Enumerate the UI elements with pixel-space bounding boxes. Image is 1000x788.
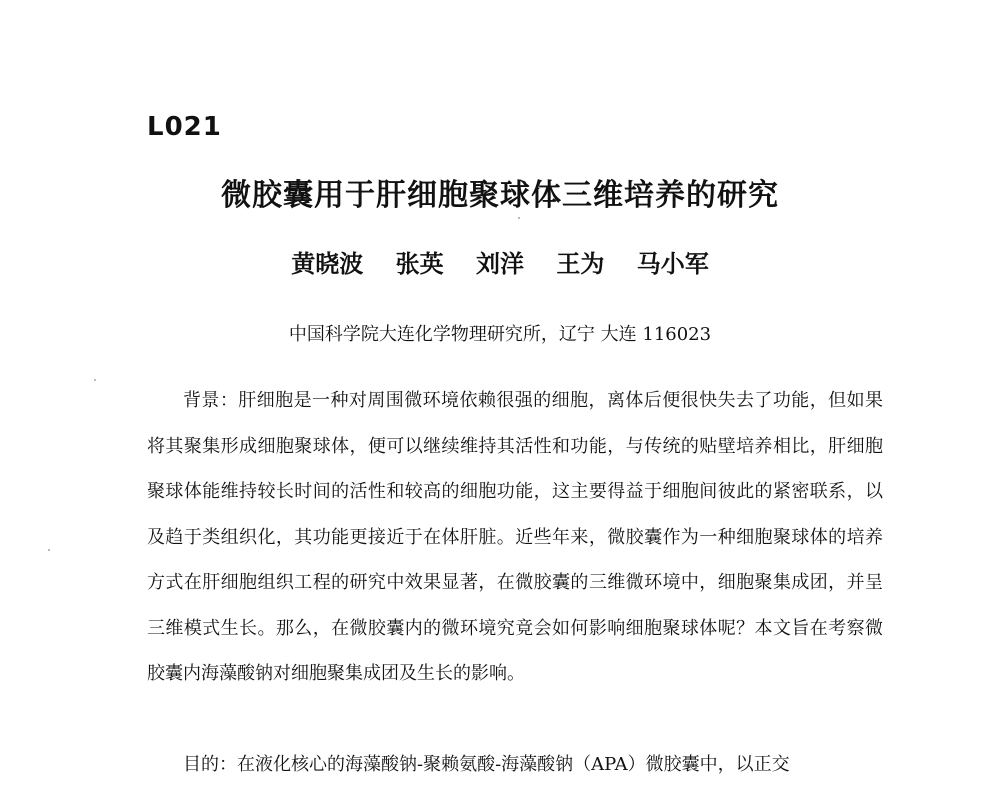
paper-id: L021 xyxy=(147,112,222,142)
scan-artifact xyxy=(518,217,520,219)
paper-title: 微胶囊用于肝细胞聚球体三维培养的研究 xyxy=(221,178,779,213)
author-name: 黄晓波 xyxy=(291,250,364,278)
body-paragraph-background: 背景：肝细胞是一种对周围微环境依赖很强的细胞，离体后便很快失去了功能，但如果将其聚集形成细胞聚球体，便可以继续维持其活性和功能，与传统的贴壁培养相比，肝细胞聚球体能维持较长时间的活性和较高的细胞功能，这主要得益于细胞间彼此的紧密联系，以及趋于类组织化，其功能更接近于在体肝脏。近些年来，微胶囊作为一种细胞聚球体的培养方式在肝细胞组织工程的研究中效果显著，在微胶囊的三维微环境中，细胞聚集成团，并呈三维模式生长。那么，在微胶囊内的微环境究竟会如何影响细胞聚球体呢？本文旨在考察微胶囊内海藻酸钠对细胞聚集成团及生长的影响。 xyxy=(147,390,883,684)
author-name: 张英 xyxy=(395,250,444,278)
body-paragraph-objective: 目的：在液化核心的海藻酸钠-聚赖氨酸-海藻酸钠（APA）微胶囊中，以正交 xyxy=(183,754,790,775)
author-name: 刘洋 xyxy=(476,250,524,278)
scan-artifact xyxy=(94,379,96,381)
affiliation: 中国科学院大连化学物理研究所，辽宁 大连 116023 xyxy=(288,324,712,345)
author-name: 马小军 xyxy=(636,250,709,278)
scan-artifact xyxy=(48,549,50,551)
author-list xyxy=(0,244,1000,279)
author-name: 王为 xyxy=(556,250,605,278)
